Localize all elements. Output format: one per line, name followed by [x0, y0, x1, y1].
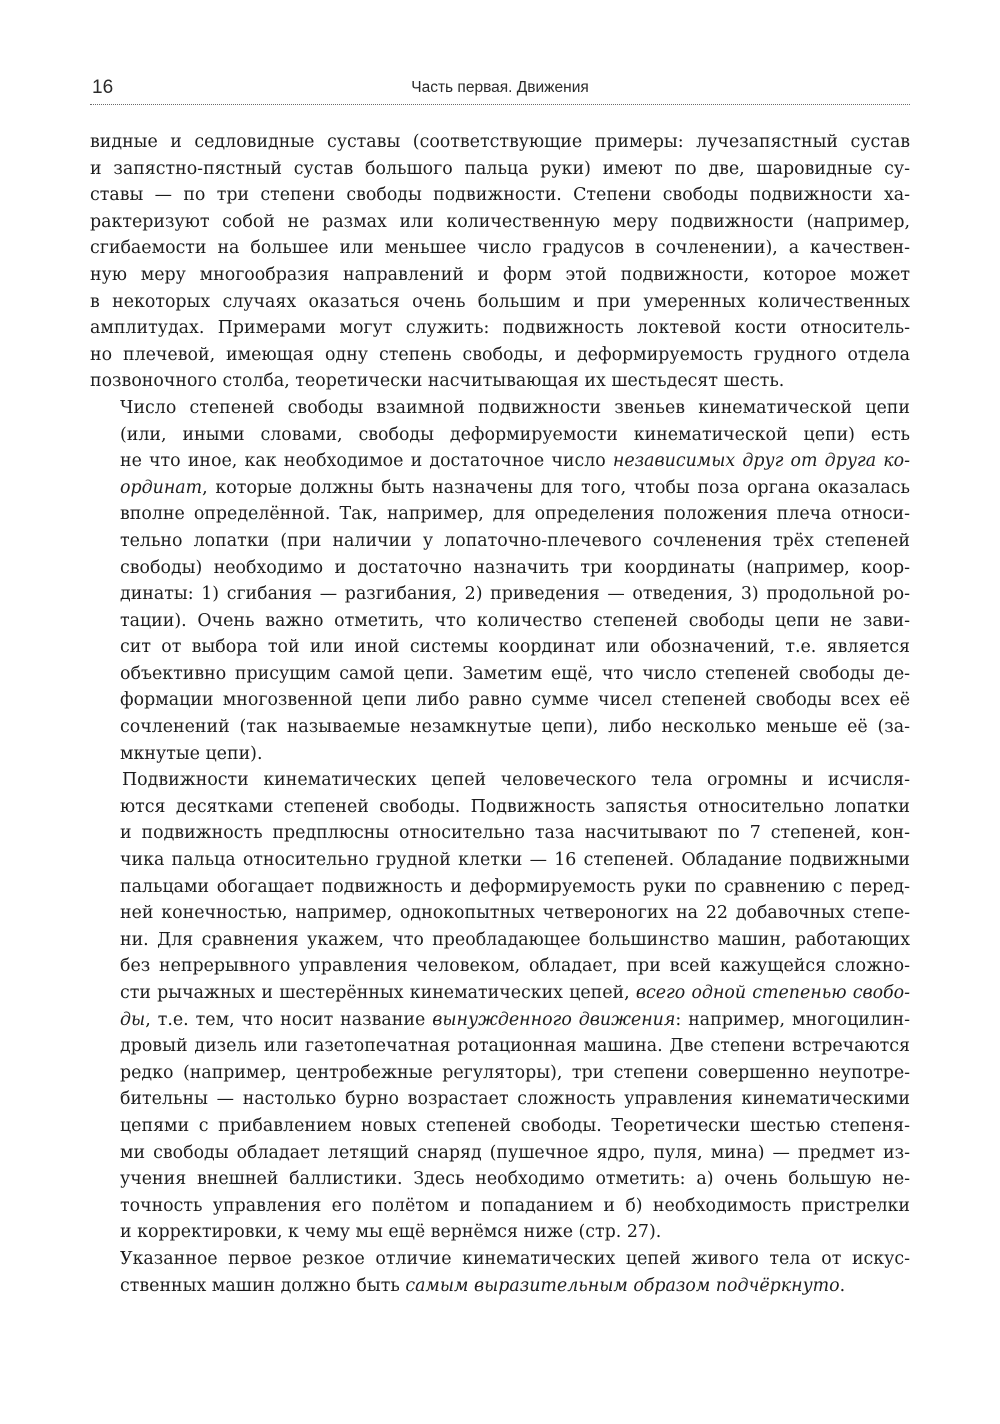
text-line: амплитудах. Примерами могут служить: подвижность локтевой кости относитель-: [90, 318, 910, 339]
text-line: редко (например, центробежные регуляторы), три степени совершенно неупотре-: [120, 1062, 910, 1083]
text-line: тельно лопатки (при наличии у лопаточно-плечевого сочленения трёх степеней: [120, 530, 910, 551]
text-line: сти рычажных и шестерённых кинематических цепей, всего одной степенью свобо-: [120, 983, 910, 1003]
paragraph-3: [90, 767, 910, 1246]
text-line: тации). Очень важно отметить, что количество степеней свободы цепи не зави-: [120, 610, 910, 631]
text-line: Указанное первое резкое отличие кинематических цепей живого тела от искус-: [120, 1248, 910, 1269]
text-line: не что иное, как необходимое и достаточное число независимых друг от друга ко-: [120, 451, 910, 472]
text-line: свободы) необходимо и достаточно назначить три координаты (например, коор-: [120, 557, 910, 578]
text-line: сочленений (так называемые незамкнутые цепи), либо несколько меньше её (за-: [120, 717, 910, 738]
text-line: учения внешней баллистики. Здесь необходимо отметить: а) очень большую не-: [120, 1169, 910, 1190]
text-line: бительны — настолько бурно возрастает сложность управления кинематическими: [120, 1089, 910, 1110]
italic-term: вынужденного движения: [432, 1009, 676, 1030]
italic-term: всего одной степенью свобо-: [635, 983, 910, 1003]
text-line: динаты: 1) сгибания — разгибания, 2) приведения — отведения, 3) продольной ро-: [120, 584, 910, 605]
text-line: дровый дизель или газетопечатная ротационная машина. Две степени встречаются: [120, 1036, 910, 1057]
paragraph-2: [90, 395, 910, 767]
running-head: [90, 72, 910, 102]
header-dotted-rule: [90, 104, 910, 105]
italic-term: ды: [120, 1009, 146, 1030]
text-line: но плечевой, имеющая одну степень свободы, и деформируемость грудного отдела: [90, 344, 910, 365]
text-line: ни. Для сравнения укажем, что преобладающее большинство машин, работающих: [120, 929, 910, 950]
text-line: формации многозвенной цепи либо равно сумме чисел степеней свободы всех её: [120, 690, 910, 711]
paragraph-4: [90, 1246, 910, 1299]
text-line: мкнутые цепи).: [120, 743, 263, 764]
text-line: и подвижность предплюсны относительно таза насчитывают по 7 степеней, кон-: [120, 823, 910, 844]
text-line: вполне определённой. Так, например, для определения положения плеча относи-: [120, 504, 910, 525]
text-line: Число степеней свободы взаимной подвижности звеньев кинематической цепи: [120, 397, 910, 418]
text-line: цепями с прибавлением новых степеней свободы. Теоретически шестью степеня-: [120, 1115, 910, 1136]
text-line: ней конечностью, например, однокопытных четвероногих на 22 добавочных степе-: [120, 903, 910, 924]
text-line: ную меру многообразия направлений и форм этой подвижности, которое может: [90, 264, 910, 285]
text-line: (или, иными словами, свободы деформируемости кинематической цепи) есть: [120, 424, 910, 445]
paragraph-1: [90, 129, 910, 395]
italic-term: самым выразительным образом подчёркнуто: [405, 1275, 840, 1296]
text-line: позвоночного столба, теоретически насчитывающая их шестьдесят шесть.: [90, 371, 785, 392]
body-text: [90, 129, 910, 1299]
text-line: в некоторых случаях оказаться очень большим и при умеренных количественных: [90, 291, 910, 312]
text-line: чика пальца относительно грудной клетки — 16 степеней. Обладание подвижными: [120, 850, 910, 871]
text-line: и запястно-пястный сустав большого пальца руки) имеют по две, шаровидные су-: [90, 158, 910, 179]
text-line: объективно присущим самой цепи. Заметим ещё, что число степеней свободы де-: [120, 663, 910, 684]
text-line: пальцами обогащает подвижность и деформируемость руки по сравнению с перед-: [120, 876, 910, 897]
text-line: сгибаемости на большее или меньшее число градусов в сочленении), а качествен-: [90, 238, 910, 259]
text-line: и корректировки, к чему мы ещё вернёмся ниже (стр. 27).: [120, 1222, 662, 1243]
text-line: ординат, которые должны быть назначены для того, чтобы поза органа оказалась: [120, 477, 910, 498]
italic-term: независимых друг от друга ко-: [612, 451, 910, 472]
text-line: видные и седловидные суставы (соответствующие примеры: лучезапястный сустав: [90, 132, 910, 152]
text-line: сит от выбора той или иной системы координат или обозначений, т.е. является: [120, 637, 910, 658]
text-line: без непрерывного управления человеком, обладает, при всей кажущейся сложно-: [120, 956, 910, 977]
text-line: точность управления его полётом и попаданием и б) необходимость пристрелки: [120, 1195, 910, 1216]
book-page: [90, 0, 910, 1424]
section-title: Часть первая. Движения: [411, 79, 589, 96]
text-line: ставы — по три степени свободы подвижности. Степени свободы подвижности ха-: [90, 185, 910, 206]
italic-term: ординат: [120, 477, 203, 498]
page-number: 16: [92, 77, 114, 98]
text-line: ются десятками степеней свободы. Подвижность запястья относительно лопатки: [120, 796, 910, 817]
text-line: Подвижности кинематических цепей человеческого тела огромны и исчисля-: [122, 770, 910, 791]
text-line: рактеризуют собой не размах или количественную меру подвижности (например,: [90, 211, 910, 232]
text-line: ственных машин должно быть самым выразительным образом подчёркнуто.: [120, 1275, 846, 1296]
text-line: ми свободы обладает летящий снаряд (пушечное ядро, пуля, мина) — предмет из-: [120, 1142, 910, 1163]
text-line: ды, т.е. тем, что носит название вынужденного движения: например, многоцилин-: [120, 1009, 911, 1030]
